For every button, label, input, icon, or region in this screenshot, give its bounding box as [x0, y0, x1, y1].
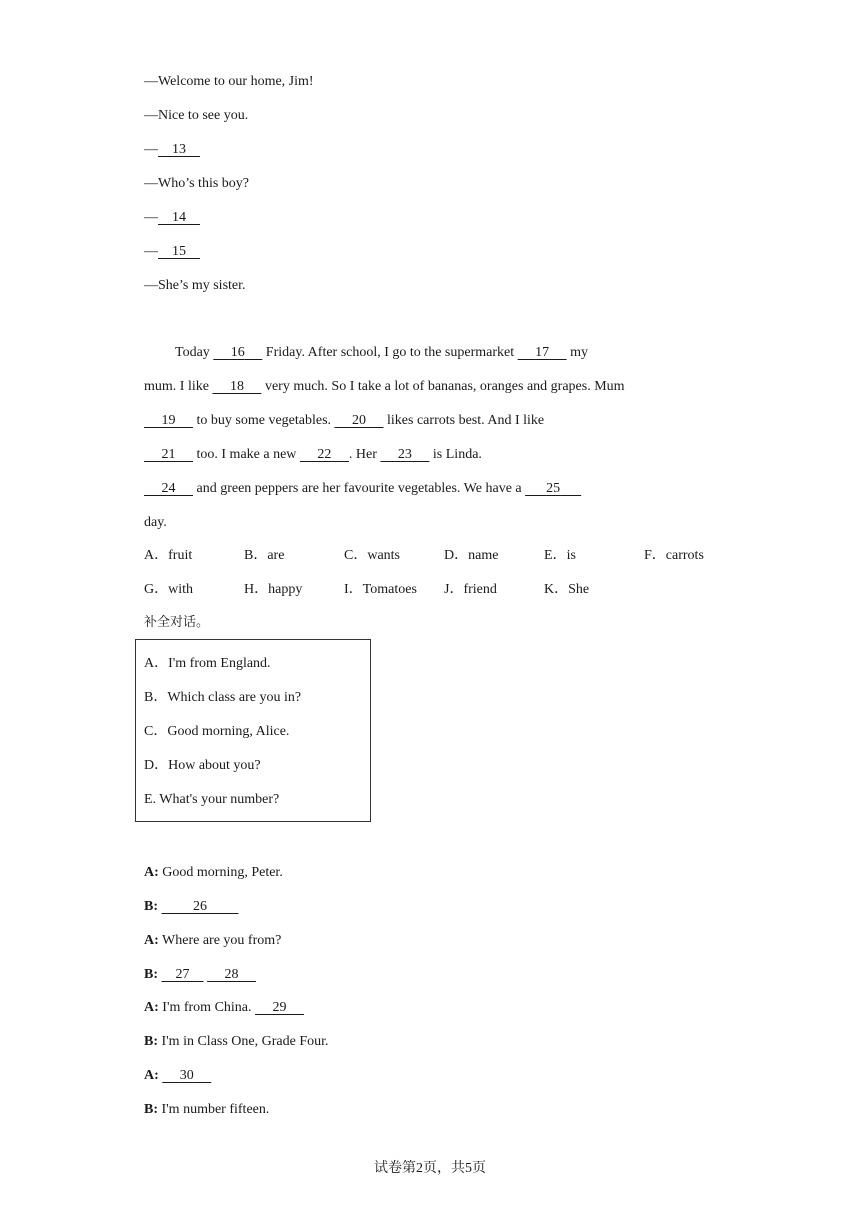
- blank-30[interactable]: 30: [179, 1068, 194, 1083]
- dialogue1-line3: [144, 141, 200, 159]
- option-e: E．is: [544, 548, 576, 563]
- blank-27[interactable]: 27: [175, 967, 190, 982]
- box-option-c: C．Good morning, Alice.: [144, 724, 290, 739]
- blank-20[interactable]: 20: [352, 413, 367, 428]
- passage-line3: 19 to buy some vegetables. 20 likes carrots best. And I like: [144, 412, 544, 430]
- dialogue1-line1: —Welcome to our home, Jim!: [144, 74, 314, 89]
- blank-22[interactable]: 22: [317, 447, 332, 462]
- blank-16[interactable]: 16: [230, 345, 245, 360]
- option-d: D．name: [444, 548, 499, 563]
- option-b: B．are: [244, 548, 285, 563]
- dialogue2-line8: B: I'm number fifteen.: [144, 1102, 270, 1117]
- option-j: J．friend: [444, 582, 497, 597]
- dialogue2-line3: A: Where are you from?: [144, 933, 282, 948]
- blank-17[interactable]: 17: [535, 345, 550, 360]
- blank-25[interactable]: 25: [546, 481, 561, 496]
- dialogue1-line7: —She’s my sister.: [144, 278, 246, 293]
- passage-line4: 21 too. I make a new 22 . Her 23 is Linda.: [144, 446, 482, 464]
- dialogue2-line7: A: 30: [144, 1067, 211, 1085]
- passage-line2: mum. I like 18 very much. So I take a lot of bananas, oranges and grapes. Mum: [144, 379, 625, 394]
- option-h: H．happy: [244, 582, 303, 597]
- dialogue2-line2: B: 26: [144, 898, 239, 916]
- passage-line5: 24 and green peppers are her favourite vegetables. We have a 25: [144, 480, 581, 498]
- dialogue2-line5: A: I'm from China. 29: [144, 999, 304, 1017]
- option-i: I．Tomatoes: [344, 582, 417, 597]
- blank-26[interactable]: 26: [193, 899, 207, 914]
- dialogue1-line2: —Nice to see you.: [144, 108, 249, 123]
- blank-19[interactable]: 19: [161, 413, 176, 428]
- blank-21[interactable]: 21: [161, 447, 176, 462]
- option-k: K．She: [544, 582, 590, 597]
- option-g: G．with: [144, 582, 194, 597]
- option-c: C．wants: [344, 548, 401, 563]
- blank-15[interactable]: 15: [172, 244, 186, 259]
- dialogue1-line5: [144, 209, 200, 227]
- dash: —: [144, 210, 158, 225]
- dialogue2-line6: B: I'm in Class One, Grade Four.: [144, 1034, 329, 1049]
- page-footer: 试卷第2页，共5页: [374, 1161, 486, 1176]
- blank-29[interactable]: 29: [272, 1000, 287, 1015]
- blank-23[interactable]: 23: [397, 447, 412, 462]
- dialogue1-line4: —Who’s this boy?: [144, 176, 249, 191]
- dash: —: [144, 244, 158, 259]
- box-option-d: D．How about you?: [144, 758, 261, 773]
- box-option-b: B．Which class are you in?: [144, 690, 302, 705]
- options-box: [135, 639, 371, 822]
- dialogue2-line1: A: Good morning, Peter.: [144, 865, 283, 880]
- box-option-a: A．I'm from England.: [144, 656, 271, 671]
- blank-28[interactable]: 28: [224, 967, 239, 982]
- dash: —: [144, 142, 158, 157]
- section-title: 补全对话。: [144, 615, 210, 630]
- blank-13[interactable]: 13: [172, 142, 186, 157]
- blank-14[interactable]: 14: [172, 210, 186, 225]
- passage-line1: Today 16 Friday. After school, I go to the supermarket 17 my: [175, 345, 588, 360]
- blank-24[interactable]: 24: [161, 481, 176, 496]
- blank-18[interactable]: 18: [229, 379, 244, 394]
- option-f: F．carrots: [644, 548, 704, 563]
- passage-line6: day.: [144, 515, 167, 530]
- dialogue1-line6: [144, 243, 200, 261]
- dialogue2-line4: B: 27 28: [144, 966, 256, 984]
- box-option-e: E. What's your number?: [144, 792, 280, 807]
- option-a: A．fruit: [144, 548, 193, 563]
